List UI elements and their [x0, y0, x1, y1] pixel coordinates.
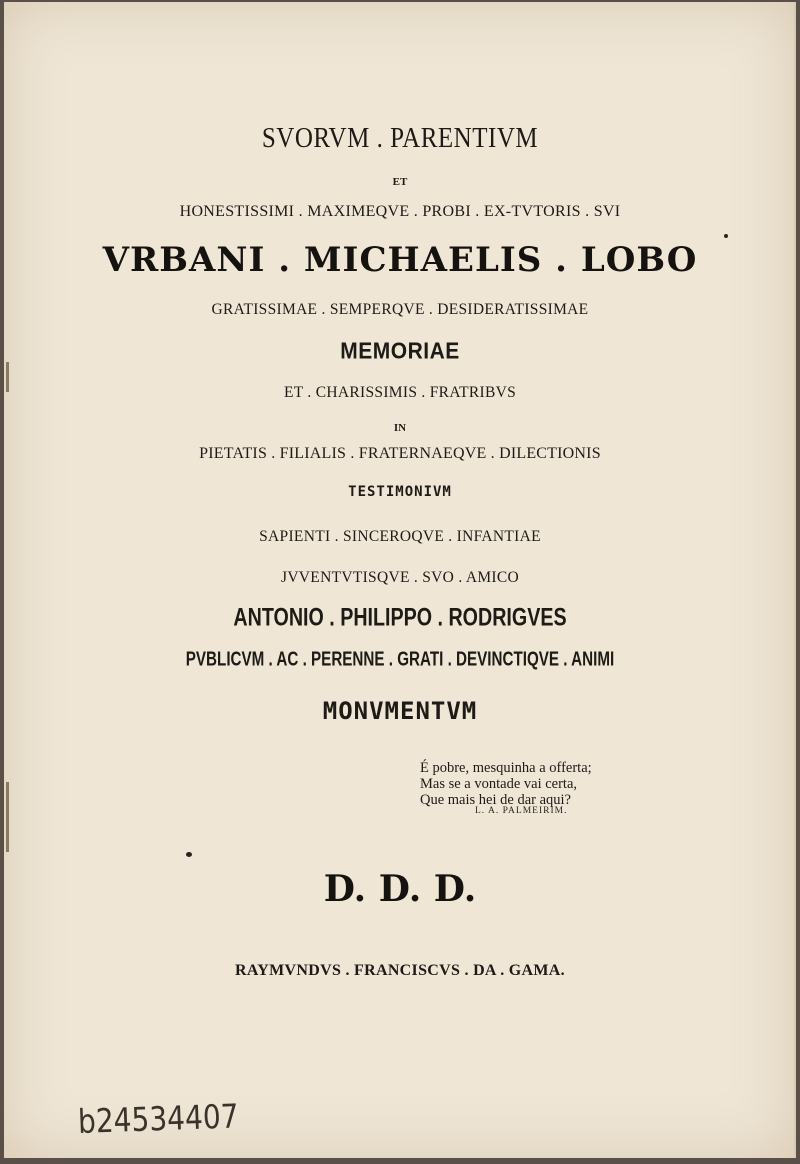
- memoriae-heading: MEMORIAE: [340, 338, 460, 365]
- conjunction-et: ET: [392, 176, 408, 188]
- monvmentvm-heading: MONVMENTVM: [322, 697, 478, 725]
- ink-spot: [724, 234, 728, 238]
- binding-mark: [6, 782, 9, 852]
- heading-line-11: SAPIENTI . SINCEROQVE . INFANTIAE: [259, 528, 541, 545]
- dedication-ddd: D. D. D.: [323, 868, 477, 910]
- heading-line-9: PIETATIS . FILIALIS . FRATERNAEQVE . DILECTIONIS: [199, 445, 601, 462]
- heading-line-1: SVORVM . PARENTIVM: [261, 122, 539, 154]
- testimonivm-heading: TESTIMONIVM: [348, 484, 452, 500]
- author-name: RAYMVNDVS . FRANCISCVS . DA . GAMA.: [235, 962, 565, 979]
- name-urbani-michaelis-lobo: VRBANI . MICHAELIS . LOBO: [102, 240, 698, 280]
- ink-spot: [186, 852, 192, 857]
- preposition-in: IN: [393, 422, 407, 434]
- heading-line-12: JVVENTVTISQVE . SVO . AMICO: [280, 569, 520, 586]
- heading-line-3: HONESTISSIMI . MAXIMEQVE . PROBI . EX-TVTORIS . SVI: [179, 203, 621, 220]
- verse-line: É pobre, mesquinha a offerta;: [420, 760, 592, 776]
- verse-attribution: L. A. PALMEIRIM.: [475, 806, 568, 816]
- handwritten-shelfmark: b24534407: [77, 1096, 240, 1141]
- name-antonio-philippo-rodrigves: ANTONIO . PHILIPPO . RODRIGVES: [233, 603, 567, 632]
- verse-line: Mas se a vontade vai certa,: [420, 776, 578, 792]
- verse-quote: [420, 760, 592, 808]
- heading-line-7: ET . CHARISSIMIS . FRATRIBVS: [283, 384, 517, 401]
- heading-line-5: GRATISSIMAE . SEMPERQVE . DESIDERATISSIMAE: [211, 301, 589, 318]
- heading-line-14: PVBLICVM . AC . PERENNE . GRATI . DEVINCTIQVE . ANIMI: [185, 648, 615, 671]
- verse-line: Que mais hei de dar aqui?: [420, 792, 571, 808]
